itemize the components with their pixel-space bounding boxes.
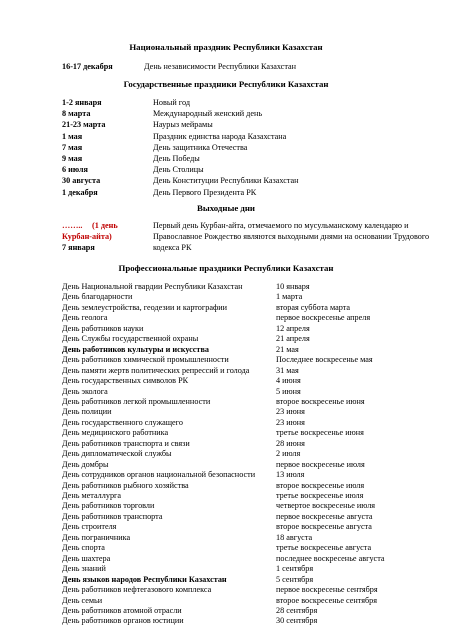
national-holiday-title: Национальный праздник Республики Казахстан xyxy=(129,42,323,52)
professional-holiday-row xyxy=(0,597,452,607)
state-holiday-row xyxy=(0,177,452,188)
state-holiday-date: 1 декабря xyxy=(62,187,98,197)
professional-holiday-name: День пограничника xyxy=(62,532,131,542)
state-holidays-title: Государственные праздники Республики Казахстан xyxy=(123,79,329,89)
professional-holiday-date: 21 апреля xyxy=(276,334,310,344)
professional-holiday-name: День дипломатической службы xyxy=(62,449,172,459)
professional-holiday-date: 21 мая xyxy=(276,344,299,354)
professional-holiday-row xyxy=(0,429,452,439)
professional-holiday-date: первое воскресенье августа xyxy=(276,511,373,521)
professional-holiday-name: День спорта xyxy=(62,543,105,553)
professional-holiday-name: День геолога xyxy=(62,313,108,323)
days-off-dots: …….. xyxy=(62,221,83,230)
professional-holiday-row xyxy=(0,502,452,512)
professional-holiday-date: третье воскресенье августа xyxy=(276,543,372,553)
professional-holiday-row xyxy=(0,314,452,324)
professional-holiday-row xyxy=(0,356,452,366)
professional-holiday-row xyxy=(0,293,452,303)
state-holiday-name: День Победы xyxy=(153,154,200,163)
state-holiday-date: 7 мая xyxy=(62,142,83,152)
state-holiday-date: 8 марта xyxy=(62,109,91,119)
professional-holiday-date: второе воскресенье сентября xyxy=(276,595,378,605)
professional-holiday-date: второе воскресенье июля xyxy=(276,480,365,490)
state-holiday-name: День защитника Отечества xyxy=(153,142,248,152)
professional-holiday-date: 31 мая xyxy=(276,365,299,375)
professional-holiday-name: День домбры xyxy=(62,459,109,469)
professional-holiday-row xyxy=(0,388,452,398)
state-holiday-date: 21-23 марта xyxy=(62,120,106,130)
professional-holiday-name: День эколога xyxy=(62,386,108,396)
professional-holiday-date: 12 апреля xyxy=(276,323,310,333)
kurban-ait-label-2: Курбан-айта) xyxy=(62,232,112,241)
professional-holiday-name: День работников транспорта xyxy=(62,511,163,521)
professional-holiday-row xyxy=(0,523,452,533)
professional-holiday-name: День Национальной гвардии Республики Казахстан xyxy=(62,282,243,291)
professional-holiday-date: четвертое воскресенье июля xyxy=(276,501,376,511)
days-off-title: Выходные дни xyxy=(196,203,256,213)
professional-holiday-date: 18 августа xyxy=(276,532,313,542)
state-holiday-row xyxy=(0,133,452,144)
professional-holiday-date: 1 сентября xyxy=(276,564,314,574)
state-holiday-date: 1-2 января xyxy=(62,98,102,107)
state-holiday-date: 6 июля xyxy=(62,165,88,175)
professional-holiday-row xyxy=(0,408,452,418)
professional-holiday-row xyxy=(0,565,452,575)
professional-holiday-name: День медицинского работника xyxy=(62,428,169,438)
professional-holiday-name: День работников органов юстиции xyxy=(62,616,184,626)
professional-holiday-name: День языков народов Республики Казахстан xyxy=(62,574,227,584)
professional-holidays-title: Профессиональные праздники Республики Казахстан xyxy=(118,263,334,273)
state-holiday-date: 9 мая xyxy=(62,154,83,163)
professional-holiday-date: Последнее воскресенье мая xyxy=(276,355,373,365)
professional-holiday-date: 2 июля xyxy=(276,449,301,459)
state-holiday-name: День Первого Президента РК xyxy=(153,187,257,197)
professional-holiday-date: 28 июня xyxy=(276,438,305,448)
national-holiday-name: День независимости Республики Казахстан xyxy=(144,62,297,71)
state-holiday-name: Международный женский день xyxy=(153,109,263,119)
professional-holiday-name: День Службы государственной охраны xyxy=(62,334,199,344)
state-holiday-date: 30 августа xyxy=(62,176,101,186)
professional-holiday-row xyxy=(0,450,452,460)
professional-holiday-row xyxy=(0,377,452,387)
professional-holiday-name: День землеустройства, геодезии и картографии xyxy=(62,302,228,312)
professional-holiday-date: вторая суббота марта xyxy=(276,302,351,312)
professional-holiday-date: 30 сентября xyxy=(276,616,318,626)
professional-holiday-name: День работников химической промышленности xyxy=(62,355,229,365)
state-holiday-row xyxy=(0,121,452,132)
professional-holiday-row xyxy=(0,471,452,481)
kurban-ait-label-1: (1 день xyxy=(92,221,118,230)
professional-holiday-date: третье воскресенье июня xyxy=(276,428,364,438)
professional-holiday-name: День полиции xyxy=(62,407,112,417)
professional-holiday-date: 5 июня xyxy=(276,386,301,396)
professional-holiday-name: День металлурга xyxy=(62,491,122,500)
professional-holiday-name: День работников легкой промышленности xyxy=(62,396,211,406)
state-holiday-name: День Конституции Республики Казахстан xyxy=(153,176,299,186)
professional-holiday-name: День работников рыбного хозяйства xyxy=(62,480,189,490)
professional-holiday-name: День работников транспорта и связи xyxy=(62,438,190,448)
professional-holiday-date: первое воскресенье апреля xyxy=(276,313,371,323)
professional-holiday-name: День работников торговли xyxy=(62,501,155,511)
professional-holiday-date: 4 июня xyxy=(276,376,301,386)
professional-holiday-date: 1 марта xyxy=(276,292,303,302)
professional-holiday-date: первое воскресенье июля xyxy=(276,459,365,469)
professional-holiday-date: 28 сентября xyxy=(276,605,318,615)
state-holiday-date: 1 мая xyxy=(62,131,83,141)
christmas-date: 7 января xyxy=(62,243,95,252)
state-holiday-row xyxy=(0,189,452,200)
professional-holiday-date: последнее воскресенье августа xyxy=(276,553,385,563)
days-off-text: Первый день Курбан-айта, отмечаемого по мусульманскому календарю и Православное Рождество являются выходными днями на основании Трудового кодекса РК xyxy=(153,221,430,252)
professional-holiday-name: День государственного служащего xyxy=(62,417,183,427)
professional-holiday-name: День работников атомной отрасли xyxy=(62,605,182,615)
professional-holiday-date: 23 июня xyxy=(276,407,305,417)
professional-holiday-row xyxy=(0,335,452,345)
state-holiday-name: Наурыз мейрамы xyxy=(153,120,213,130)
professional-holiday-name: День благодарности xyxy=(62,292,133,302)
state-holiday-name: День Столицы xyxy=(153,165,204,175)
national-holiday-date: 16-17 декабря xyxy=(62,62,113,71)
professional-holiday-name: День шахтера xyxy=(62,553,111,563)
professional-holiday-date: первое воскресенье сентября xyxy=(276,585,378,595)
professional-holiday-date: 13 июля xyxy=(276,470,305,480)
professional-holiday-name: День памяти жертв политических репрессий и голода xyxy=(62,365,250,375)
professional-holiday-date: 23 июня xyxy=(276,417,305,427)
professional-holiday-name: День работников культуры и искусства xyxy=(62,344,209,354)
professional-holiday-date: 10 января xyxy=(276,282,310,291)
professional-holiday-row xyxy=(0,617,452,627)
professional-holiday-name: День сотрудников органов национальной безопасности xyxy=(62,470,256,480)
professional-holiday-date: второе воскресенье августа xyxy=(276,522,372,532)
professional-holiday-name: День государственных символов РК xyxy=(62,376,189,386)
professional-holiday-name: День работников нефтегазового комплекса xyxy=(62,585,212,595)
professional-holiday-row xyxy=(0,544,452,554)
professional-holiday-date: третье воскресенье июля xyxy=(276,491,364,500)
professional-holiday-name: День семьи xyxy=(62,595,103,605)
professional-holiday-name: День работников науки xyxy=(62,323,144,333)
professional-holiday-date: второе воскресенье июня xyxy=(276,396,365,406)
state-holiday-name: Новый год xyxy=(153,98,190,107)
professional-holiday-name: День строителя xyxy=(62,522,117,532)
professional-holiday-name: День знаний xyxy=(62,564,106,574)
professional-holiday-row xyxy=(0,586,452,596)
professional-holiday-date: 5 сентября xyxy=(276,574,314,584)
state-holiday-name: Праздник единства народа Казахстана xyxy=(153,131,287,141)
